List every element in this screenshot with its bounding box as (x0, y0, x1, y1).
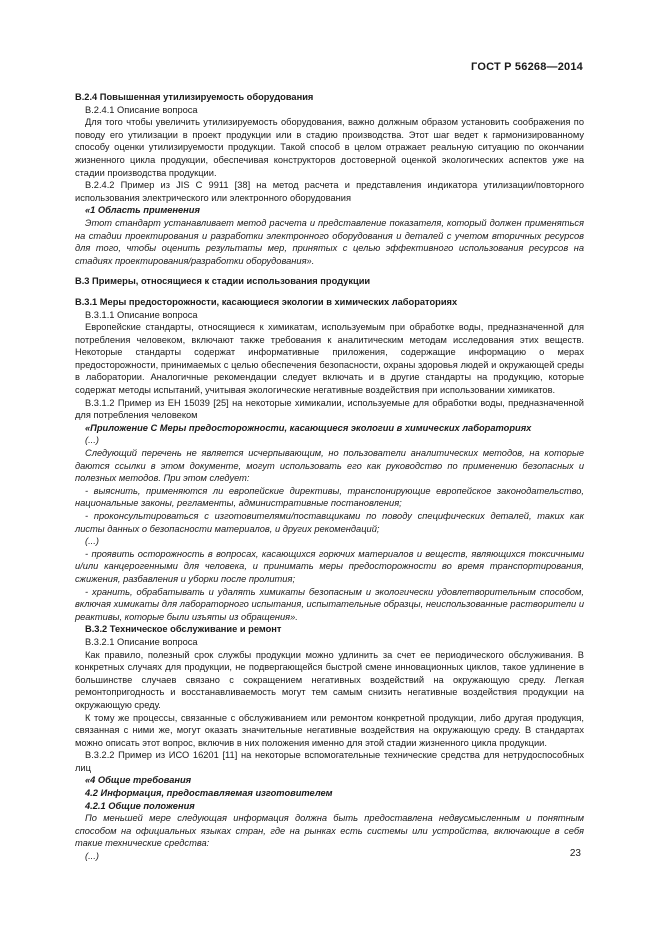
paragraph: (...) (85, 851, 99, 862)
paragraph: (...) (85, 536, 99, 547)
paragraph: (...) (85, 435, 99, 446)
section-heading: В.3.2 Техническое обслуживание и ремонт (85, 624, 282, 635)
document-body (75, 91, 584, 863)
paragraph: Европейские стандарты, относящиеся к химикатам, используемым при обработке воды, предназначенной для потребления человеком, включают также требования к аналитическим методам исследования этих веществ. Некоторые стандарты содержат информативные приложения, содержащие информацию о мерах предосторожности, принимаемых с целью обеспечения безопасности, охраны здоровья людей и окружающей среды в лаборатории. Аналогичные рекомендации следует включать и в другие стандарты на продукцию, которые содержат методы испытаний, учитывая экологические негативные воздействия при использовании химикатов. (75, 322, 584, 396)
paragraph: 4.2.1 Общие положения (85, 800, 195, 811)
paragraph: «Приложение С Меры предосторожности, касающиеся экологии в химических лабораториях (85, 422, 532, 433)
paragraph: По меньшей мере следующая информация должна быть предоставлена недвусмысленным и понятным способом на официальных языках стран, где на рынках есть системы или устройства, включающие в себя такие технические средства: (75, 813, 584, 849)
paragraph: Следующий перечень не является исчерпывающим, но пользователи аналитических методов, на которые даются ссылки в этом документе, могут использовать его как руководство по применению безопасных и полезных методов. При этом следует: (75, 448, 584, 484)
paragraph: В.3.2.2 Пример из ИСО 16201 [11] на некоторые вспомогательные технические средства для нетрудоспособных лиц (75, 750, 584, 773)
paragraph: К тому же процессы, связанные с обслуживанием или ремонтом конкретной продукции, либо другая продукция, связанная с ними же, могут оказать значительные негативные воздействия на окружающую среду. В стандартах можно описать этот вопрос, включив в них положения именно для этой стадии жизненного цикла продукции. (75, 712, 584, 748)
paragraph: В.2.4.1 Описание вопроса (85, 104, 198, 115)
paragraph: «4 Общие требования (85, 775, 192, 786)
section-heading: В.3.1 Меры предосторожности, касающиеся экологии в химических лабораториях (75, 296, 458, 307)
paragraph: Этот стандарт устанавливает метод расчета и представление показателя, который должен применяться на стадии проектирования и разработки электронного оборудования и деталей с учетом вторичных ресурсов для того, чтобы оценить результаты мер, принятых с целью эффективного использования ресурсов на стадиях проектирования/разработки оборудования». (75, 217, 584, 266)
paragraph: В.3.1.2 Пример из ЕН 15039 [25] на некоторые химикалии, используемые для обработки воды, предназначенной для потребления человеком (75, 397, 584, 421)
paragraph: В.2.4.2 Пример из JIS C 9911 [38] на метод расчета и представления индикатора утилизации/повторного использования электрического или электронного оборудования (75, 180, 584, 203)
paragraph: - хранить, обрабатывать и удалять химикаты безопасным и экологически удовлетворительным способом, включая химикаты для лабораторного испытания, испытательные образцы, неиспользованные растворители и реактивы, которые были изъяты из обращения». (75, 586, 584, 622)
page-number: 23 (569, 848, 581, 859)
paragraph: - проконсультироваться с изготовителями/поставщиками по поводу специфических деталей, таких как листы данных о безопасности материалов, и других рекомендаций; (75, 511, 584, 534)
paragraph: В.3.2.1 Описание вопроса (85, 636, 198, 647)
paragraph: - проявить осторожность в вопросах, касающихся горючих материалов и веществ, являющихся токсичными и/или канцерогенными для человека, и принимать меры предосторожности во время транспортирования, сжижения, разбавления и уборки после пролития; (75, 548, 584, 584)
paragraph: Как правило, полезный срок службы продукции можно удлинить за счет ее периодического обслуживания. В конкретных случаях для продукции, не подвергающейся быстрой смене инновационных циклов, такое удлинение в большинстве случаев связано с сокращением негативных воздействий на окружающую среду. Легкая ремонтопригодность и восстанавливаемость могут тем самым снизить негативные воздействия продукции на окружающую среду. (75, 649, 584, 710)
paragraph: Для того чтобы увеличить утилизируемость оборудования, важно должным образом установить соображения по поводу его утилизации в проект продукции или в стадию производства. Этот шаг ведет к гармонизированному способу оценки утилизируемости продукции. Такой способ в целом отражает реальную ситуацию по окончании жизненного цикла продукции, обеспечивая конструкторов достоверной оценкой экологических аспектов уже на стадии производства продукции. (75, 117, 584, 178)
paragraph: В.3.1.1 Описание вопроса (85, 309, 198, 320)
paragraph: «1 Область применения (85, 205, 200, 216)
paragraph: 4.2 Информация, предоставляемая изготовителем (85, 788, 333, 799)
paragraph: - выяснить, применяются ли европейские директивы, транспонирующие европейское законодательство, национальные законы, регламенты, административные постановления; (75, 485, 584, 509)
section-heading: В.3 Примеры, относящиеся к стадии использования продукции (75, 276, 371, 287)
section-heading: В.2.4 Повышенная утилизируемость оборудования (75, 92, 314, 102)
standard-header: ГОСТ Р 56268—2014 (471, 61, 583, 73)
